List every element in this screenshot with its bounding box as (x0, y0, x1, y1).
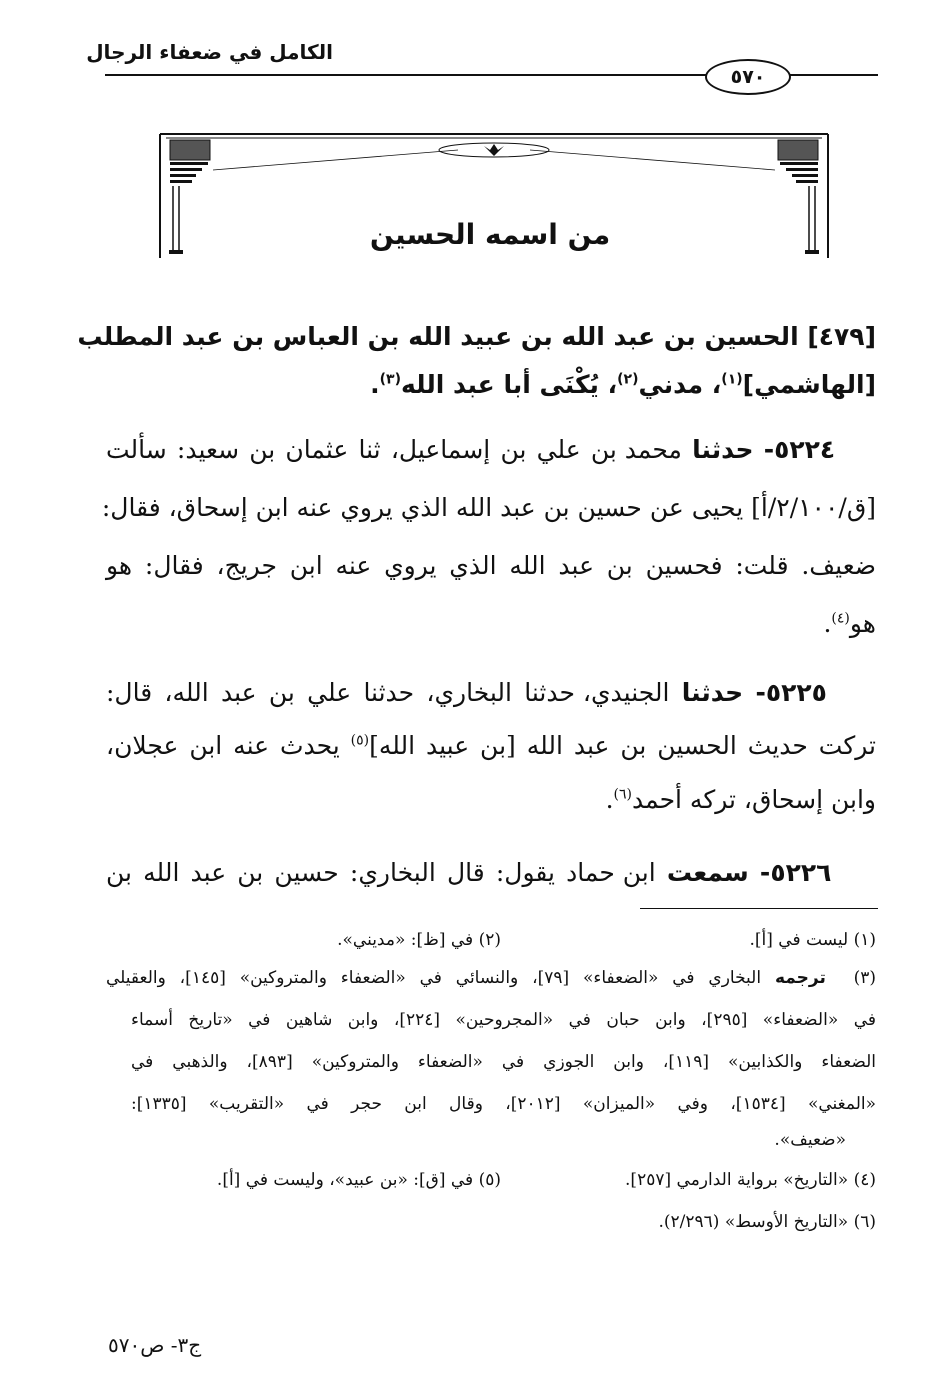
page-reference: ج٣- ص٥٧٠ (108, 1333, 202, 1357)
hadith-5224-line4: هو$^{(٤)}$. (823, 609, 876, 638)
entry-heading-line2: [الهاشمي]$^{(١)}$، مدني$^{(٢)}$، يُكْنَى أبا عبد الله$^{(٣)}$. (370, 370, 876, 399)
book-title: الكامل في ضعفاء الرجال (86, 40, 333, 64)
footnote-3-line5: «ضعيف». (774, 1130, 846, 1150)
entry-heading-line1: [٤٧٩] الحسين بن عبد الله بن عبيد الله بن العباس بن عبد المطلب (77, 322, 876, 351)
hadith-5224-line1: ٥٢٢٤- حدثنا محمد بن علي بن إسماعيل، ثنا عثمان بن سعيد: سألت (106, 435, 836, 464)
hadith-5225-line3: وابن إسحاق، تركه أحمد$^{(٦)}$. (605, 785, 876, 814)
footnote-4: (٤) «التاريخ» برواية الدارمي [٢٥٧]. (625, 1170, 876, 1190)
hadith-5225-line1: ٥٢٢٥- حدثنا الجنيدي، حدثنا البخاري، حدثنا علي بن عبد الله، قال: (106, 678, 827, 707)
footnote-3-line3: الضعفاء والكذابين» [١١٩]، وابن الجوزي في «الضعفاء والمتروكين» [٨٩٣]، والذهبي في (131, 1052, 876, 1072)
hadith-5224-line3: ضعيف. قلت: فحسين بن عبد الله الذي يروي عنه ابن جريج، فقال: هو (106, 551, 876, 580)
footnote-5: (٥) في [ق]: «بن عبيد»، وليست في [أ]. (216, 1170, 501, 1190)
hadith-5226-line1: ٥٢٢٦- سمعت ابن حماد يقول: قال البخاري: حسين بن عبد الله بن (106, 858, 832, 887)
footnote-6: (٦) «التاريخ الأوسط» (٢/٢٩٦). (658, 1212, 876, 1232)
footnote-2: (٢) في [ظ]: «مديني». (337, 930, 501, 950)
hadith-5225-line2: تركت حديث الحسين بن عبد الله [بن عبيد الله]$^{(٥)}$ يحدث عنه ابن عجلان، (106, 731, 876, 760)
page-number-badge: ٥٧٠ (705, 59, 791, 95)
footnote-3-line1: (٣) ترجمه البخاري في «الضعفاء» [٧٩]، والنسائي في «الضعفاء والمتروكين» [١٤٥]، والعقيلي (106, 968, 876, 988)
footnote-1: (١) ليست في [أ]. (749, 930, 876, 950)
footnote-3-line4: «المغني» [١٥٣٤]، وفي «الميزان» [٢٠١٢]، وقال ابن حجر في «التقريب» [١٣٣٥]: (131, 1094, 876, 1114)
chapter-title: من اسمه الحسين (369, 218, 611, 251)
footnote-rule (640, 908, 878, 909)
hadith-5224-line2: [ق/٢/١٠٠/أ] يحيى عن حسين بن عبد الله الذي يروي عنه ابن إسحاق، فقال: (101, 493, 876, 522)
footnote-3-line2: في «الضعفاء» [٢٩٥]، وابن حبان في «المجروحين» [٢٢٤]، وابن شاهين في «تاريخ أسماء (131, 1010, 876, 1030)
